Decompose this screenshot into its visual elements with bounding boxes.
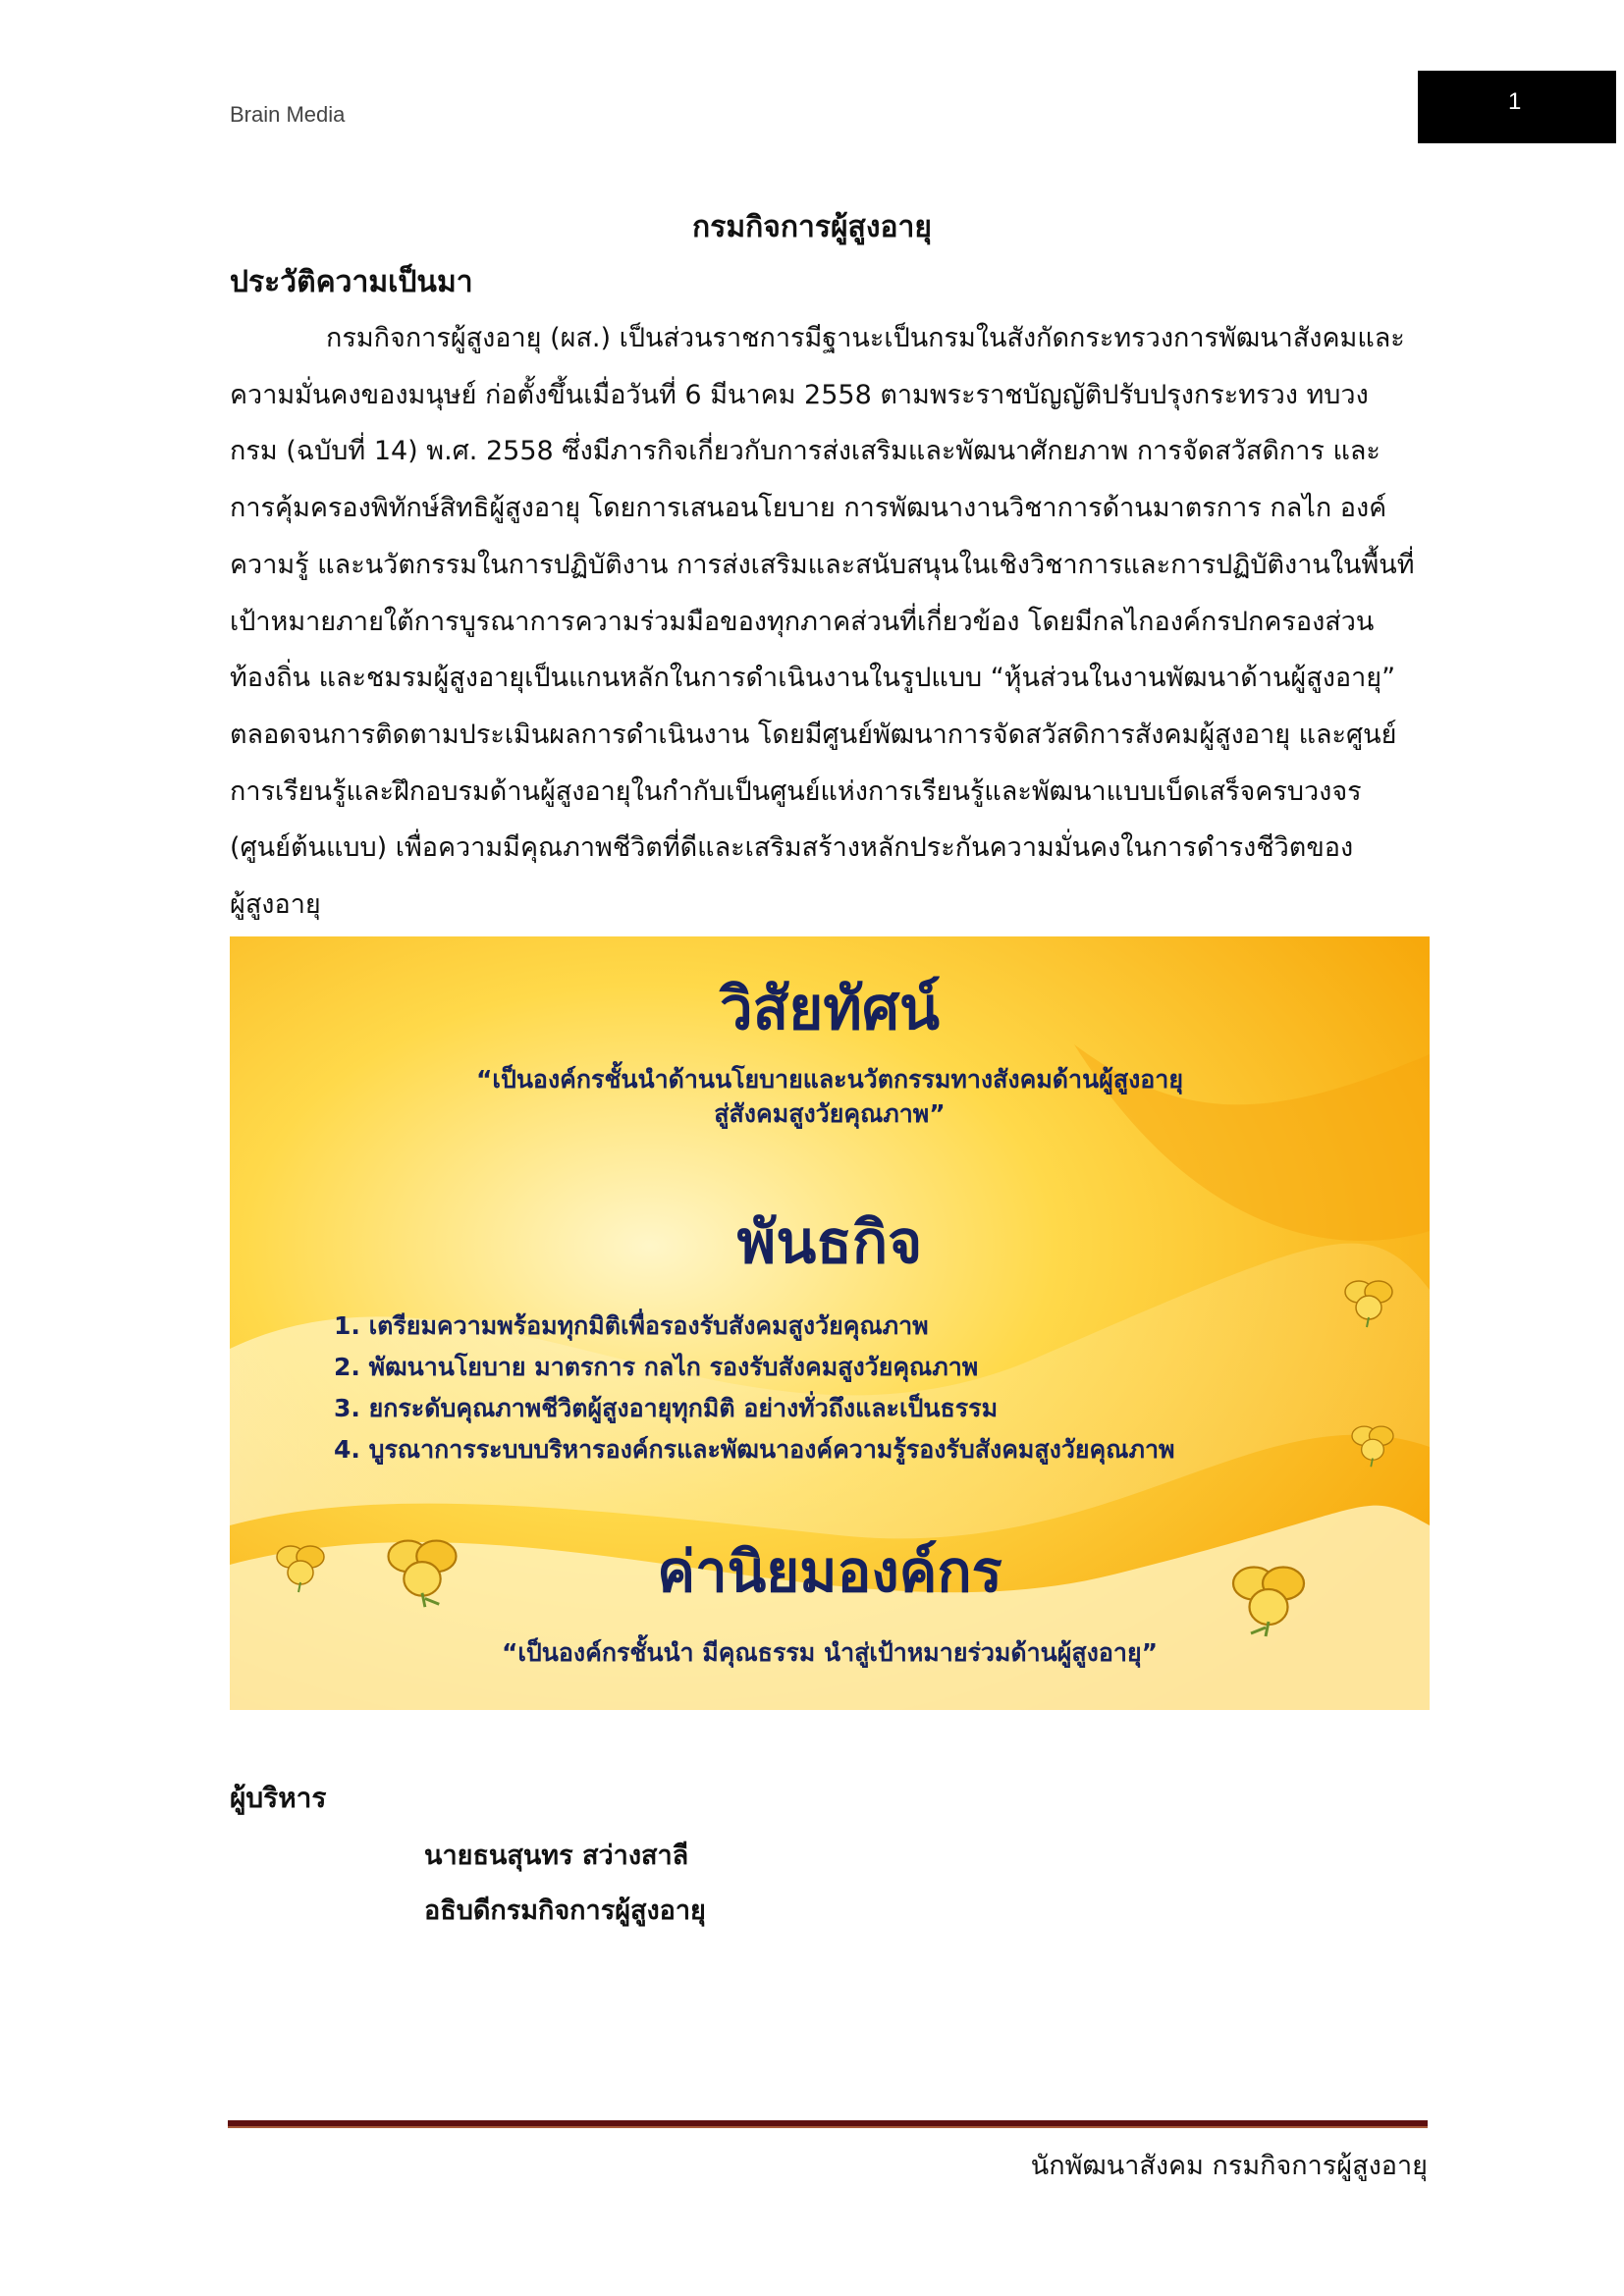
vision-mission-banner	[230, 936, 1430, 1710]
header-brand: Brain Media	[230, 102, 346, 127]
mission-item: 4. บูรณาการระบบบริหารองค์กรและพัฒนาองค์ความรู้รองรับสังคมสูงวัยคุณภาพ	[334, 1435, 1175, 1464]
vision-quote-line1: “เป็นองค์กรชั้นนำด้านนโยบายและนวัตกรรมทางสังคมด้านผู้สูงอายุ	[476, 1065, 1183, 1094]
mission-item: 2. พัฒนานโยบาย มาตรการ กลไก รองรับสังคมสูงวัยคุณภาพ	[334, 1353, 979, 1381]
mission-list	[334, 1306, 1174, 1470]
vision-heading: วิสัยทัศน์	[719, 975, 941, 1043]
paragraph-line: (ศูนย์ต้นแบบ) เพื่อความมีคุณภาพชีวิตที่ดีและเสริมสร้างหลักประกันความมั่นคงในการดำรงชีวิตของ	[230, 832, 1354, 864]
mission-heading: พันธกิจ	[736, 1208, 923, 1277]
paragraph-line: กรมกิจการผู้สูงอายุ (ผส.) เป็นส่วนราชการมีฐานะเป็นกรมในสังกัดกระทรวงการพัฒนาสังคมและ	[326, 323, 1405, 353]
paragraph-line: ความมั่นคงของมนุษย์ ก่อตั้งขึ้นเมื่อวันที่ 6 มีนาคม 2558 ตามพระราชบัญญัติปรับปรุงกระทรวง ทบวง	[230, 379, 1369, 410]
paragraph-line: เป้าหมายภายใต้การบูรณาการความร่วมมือของทุกภาคส่วนที่เกี่ยวข้อง โดยมีกลไกองค์กรปกครองส่วน	[230, 606, 1375, 637]
mission-item: 1. เตรียมความพร้อมทุกมิติเพื่อรองรับสังคมสูงวัยคุณภาพ	[334, 1311, 929, 1340]
executive-position: อธิบดีกรมกิจการผู้สูงอายุ	[424, 1896, 706, 1926]
paragraph-line: กรม (ฉบับที่ 14) พ.ศ. 2558 ซึ่งมีภารกิจเกี่ยวกับการส่งเสริมและพัฒนาศักยภาพ การจัดสวัสดิการ และ	[230, 436, 1380, 467]
paragraph-line: การคุ้มครองพิทักษ์สิทธิผู้สูงอายุ โดยการเสนอนโยบาย การพัฒนางานวิชาการด้านมาตรการ กลไก องค์	[230, 493, 1387, 524]
values-heading: ค่านิยมองค์กร	[657, 1538, 1002, 1605]
values-quote: “เป็นองค์กรชั้นนำ มีคุณธรรม นำสู่เป้าหมายร่วมด้านผู้สูงอายุ”	[501, 1638, 1159, 1667]
vision-quote-line2: สู่สังคมสูงวัยคุณภาพ”	[714, 1099, 946, 1128]
paragraph-line: ความรู้ และนวัตกรรมในการปฏิบัติงาน การส่งเสริมและสนับสนุนในเชิงวิชาการและการปฏิบัติงานในพื้นที่	[230, 549, 1415, 580]
paragraph-line: ท้องถิ่น และชมรมผู้สูงอายุเป็นแกนหลักในการดำเนินงานในรูปแบบ “หุ้นส่วนในงานพัฒนาด้านผู้สูงอายุ”	[230, 663, 1396, 694]
footer-text: นักพัฒนาสังคม กรมกิจการผู้สูงอายุ	[1030, 2151, 1428, 2181]
page-number: 1	[1418, 71, 1616, 143]
paragraph-line: การเรียนรู้และฝึกอบรมด้านผู้สูงอายุในกำกับเป็นศูนย์แห่งการเรียนรู้และพัฒนาแบบเบ็ดเสร็จครบวงจร	[230, 775, 1362, 807]
mission-item: 3. ยกระดับคุณภาพชีวิตผู้สูงอายุทุกมิติ อย่างทั่วถึงและเป็นธรรม	[334, 1394, 999, 1422]
flower-icon	[269, 1531, 332, 1594]
flower-icon	[1221, 1545, 1316, 1639]
flower-icon	[1345, 1414, 1400, 1468]
document-title: กรมกิจการผู้สูงอายุ	[692, 210, 932, 244]
executive-name: นายธนสุนทร สว่างสาลี	[424, 1841, 689, 1871]
history-paragraph	[230, 310, 1430, 934]
footer-rule	[228, 2120, 1428, 2128]
paragraph-line: ผู้สูงอายุ	[230, 889, 321, 921]
paragraph-line: ตลอดจนการติดตามประเมินผลการดำเนินงาน โดยมีศูนย์พัฒนาการจัดสวัสดิการสังคมผู้สูงอายุ และศูนย์	[230, 719, 1397, 750]
flower-icon	[377, 1520, 467, 1610]
executive-heading: ผู้บริหาร	[230, 1782, 327, 1814]
flower-icon	[1337, 1266, 1400, 1329]
history-heading: ประวัติความเป็นมา	[230, 265, 473, 299]
